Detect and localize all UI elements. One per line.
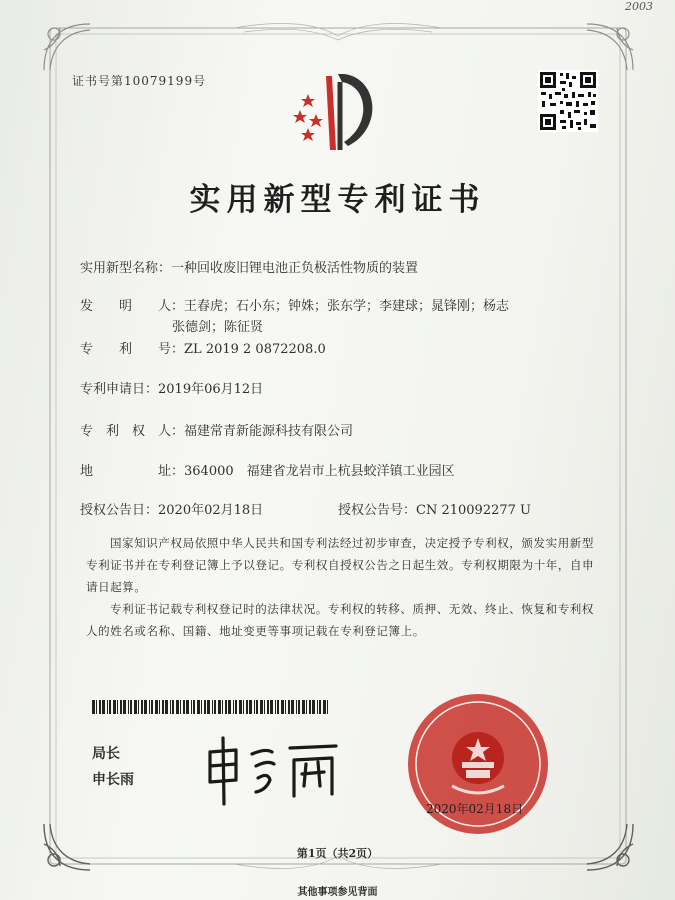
inventor-row <box>80 295 509 314</box>
patent-office-emblem <box>286 66 390 156</box>
seal-date: 2020年02月18日 <box>426 802 524 816</box>
certificate-number: 证书号第10079199号 <box>72 74 207 88</box>
inventor-label: 发 明 人： <box>80 299 185 314</box>
patentee-value: 福建常青新能源科技有限公司 <box>184 424 354 439</box>
grant-number-row <box>338 499 531 518</box>
director-title: 局长 <box>92 746 120 762</box>
legal-status-paragraph: 专利证书记载专利权登记时的法律状况。专利权的转移、质押、无效、终止、恢复和专利权人的姓名或名称、国籍、地址变更等事项记载在专利登记簿上。 <box>86 602 594 638</box>
patent-number-label: 专 利 号： <box>80 342 185 357</box>
certificate-title: 实用新型专利证书 <box>189 182 486 218</box>
address-row <box>80 460 455 479</box>
inventor-value-line1: 王春虎；石小东；钟姝；张东学；李建球；晁锋刚；杨志 <box>184 299 510 314</box>
corner-handwritten-note: 2003 <box>625 0 653 13</box>
director-name: 申长雨 <box>92 772 134 788</box>
page-number: 第1页（共2页） <box>296 847 379 860</box>
corner-ornament-top-left <box>40 20 96 76</box>
inventor-row-continued <box>172 316 263 335</box>
address-label: 地 址： <box>80 464 185 479</box>
corner-ornament-top-right <box>581 20 637 76</box>
utility-model-name-value: 一种回收废旧锂电池正负极活性物质的装置 <box>171 261 419 276</box>
patent-number-row <box>80 338 326 357</box>
patentee-label: 专 利 权 人： <box>80 424 185 439</box>
application-date-value: 2019年06月12日 <box>158 382 264 397</box>
barcode <box>92 700 330 714</box>
utility-model-name-label: 实用新型名称： <box>80 261 172 276</box>
grant-number-label: 授权公告号： <box>338 503 417 518</box>
inventor-value-line2: 张德剑；陈征贤 <box>172 320 264 335</box>
application-date-row <box>80 378 263 397</box>
qr-code <box>538 70 598 132</box>
back-note: 其他事项参见背面 <box>297 887 378 898</box>
grant-date-row <box>80 499 263 518</box>
grant-statement-paragraph: 国家知识产权局依照中华人民共和国专利法经过初步审查，决定授予专利权，颁发实用新型专利证书并在专利登记簿上予以登记。专利权自授权公告之日起生效。专利权期限为十年，自申请日起算。 <box>86 536 595 594</box>
grant-date-value: 2020年02月18日 <box>158 503 264 518</box>
director-signature <box>196 730 346 810</box>
grant-date-label: 授权公告日： <box>80 503 159 518</box>
utility-model-name-row <box>80 257 418 276</box>
address-value: 364000 福建省龙岩市上杭县蛟洋镇工业园区 <box>184 464 455 479</box>
grant-number-value: CN 210092277 U <box>416 503 531 518</box>
patent-number-value: ZL 2019 2 0872208.0 <box>184 342 326 357</box>
patentee-row <box>80 420 353 439</box>
application-date-label: 专利申请日： <box>80 382 159 397</box>
